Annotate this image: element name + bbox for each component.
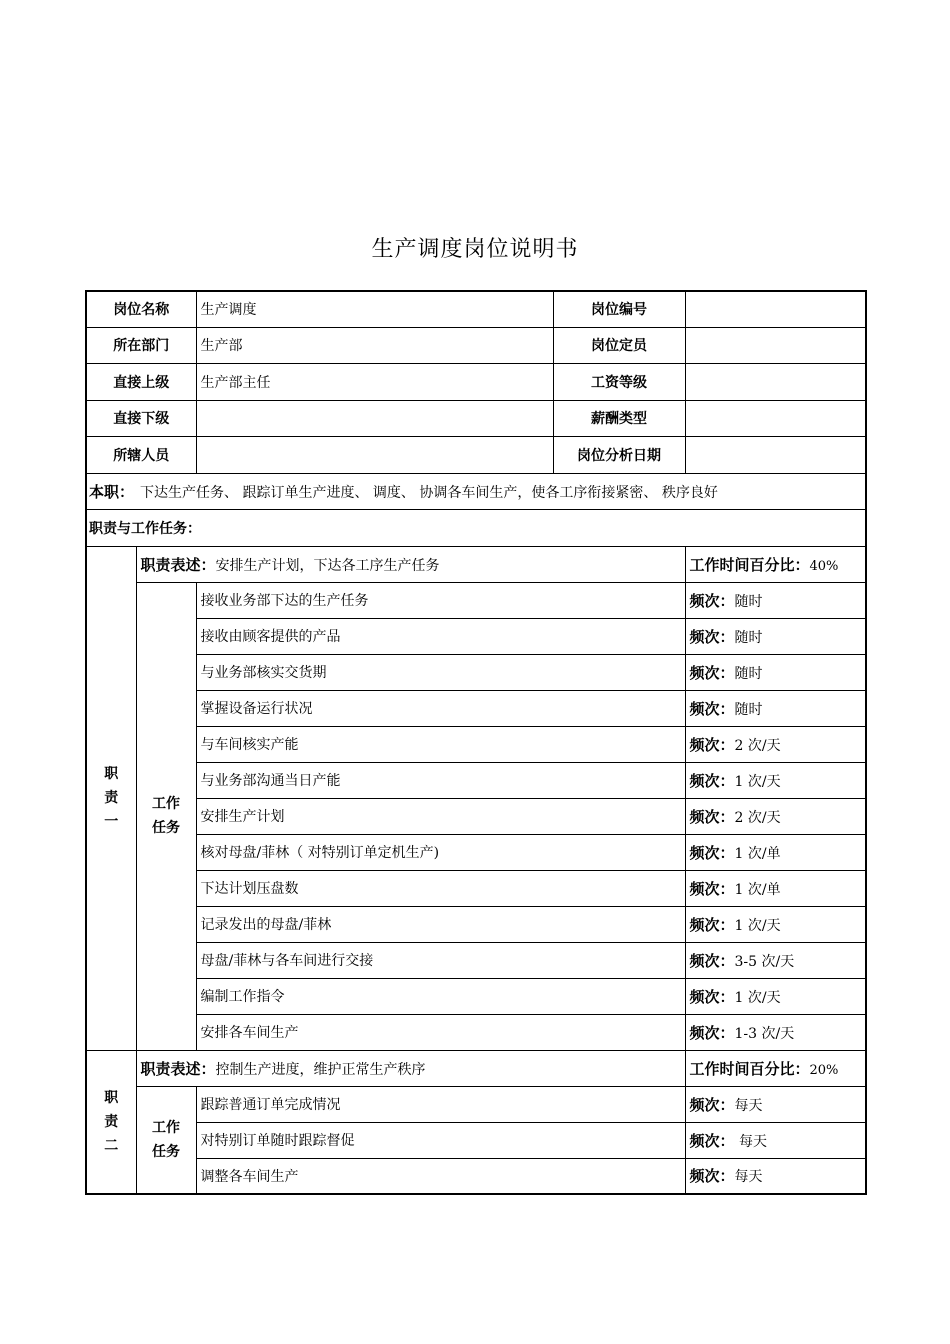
duty-side-char: 二 — [104, 1137, 119, 1154]
freq-value: 随时 — [734, 593, 763, 610]
freq-value: 随时 — [734, 629, 763, 646]
freq-value: 2 次/天 — [734, 737, 781, 754]
info-value: 生产部 — [196, 327, 553, 363]
summary-cell — [86, 473, 866, 509]
freq-value: 1 次/天 — [734, 989, 781, 1006]
task-freq — [685, 1014, 866, 1050]
freq-label: 频次： — [689, 1131, 735, 1150]
info-label: 直接下级 — [86, 400, 196, 436]
pct-label: 工作时间百分比： — [689, 1059, 810, 1078]
info-row — [86, 327, 866, 363]
task-row — [86, 870, 866, 906]
task-freq — [685, 618, 866, 654]
info-label: 岗位名称 — [86, 291, 196, 327]
task-text: 核对母盘/菲林（ 对特别订单定机生产) — [196, 834, 685, 870]
freq-value: 随时 — [734, 665, 763, 682]
duty-side-char: 职 — [104, 766, 119, 782]
task-row — [86, 1158, 866, 1194]
freq-value: 1-3 次/天 — [734, 1025, 795, 1042]
task-text: 跟踪普通订单完成情况 — [196, 1086, 685, 1122]
task-side-label — [136, 1086, 196, 1194]
freq-label: 频次： — [689, 1167, 735, 1186]
task-freq — [685, 906, 866, 942]
task-text: 掌握设备运行状况 — [196, 690, 685, 726]
duties-header: 职责与工作任务： — [86, 509, 866, 546]
task-text: 接收由顾客提供的产品 — [196, 618, 685, 654]
summary-row — [86, 473, 866, 509]
duty-side-char: 职 — [104, 1089, 119, 1106]
freq-label: 频次： — [689, 807, 735, 826]
task-row — [86, 1014, 866, 1050]
info-value — [685, 400, 866, 436]
duty-side-char: 责 — [104, 790, 119, 806]
freq-value: 1 次/单 — [734, 881, 781, 898]
duty-desc-row — [86, 1050, 866, 1086]
freq-label: 频次： — [689, 627, 735, 646]
task-freq — [685, 798, 866, 834]
task-text: 记录发出的母盘/菲林 — [196, 906, 685, 942]
job-description-table — [85, 290, 867, 1195]
task-freq — [685, 726, 866, 762]
duty-pct-cell — [685, 1050, 866, 1086]
task-side-label — [136, 582, 196, 1050]
info-row — [86, 363, 866, 400]
info-label: 岗位编号 — [553, 291, 685, 327]
task-side-text: 工作 — [152, 796, 180, 812]
task-text: 母盘/菲林与各车间进行交接 — [196, 942, 685, 978]
freq-value: 1 次/单 — [734, 845, 781, 862]
task-row — [86, 762, 866, 798]
duty-side-1 — [86, 546, 136, 1050]
pct-value: 40% — [809, 558, 839, 574]
duty-pct-cell — [685, 546, 866, 582]
freq-label: 频次： — [689, 1095, 735, 1114]
freq-label: 频次： — [689, 987, 735, 1006]
task-side-text: 任务 — [152, 1143, 180, 1160]
task-row — [86, 582, 866, 618]
task-text: 编制工作指令 — [196, 978, 685, 1014]
info-value — [685, 291, 866, 327]
task-side-text: 工作 — [152, 1119, 180, 1136]
task-freq — [685, 654, 866, 690]
task-row — [86, 942, 866, 978]
task-row — [86, 726, 866, 762]
info-label: 所在部门 — [86, 327, 196, 363]
duty-side-char: 一 — [104, 814, 119, 830]
freq-value: 每天 — [734, 1169, 763, 1186]
freq-label: 频次： — [689, 699, 735, 718]
task-text: 对特别订单随时跟踪督促 — [196, 1122, 685, 1158]
duty-side-char: 责 — [104, 1113, 119, 1130]
pct-value: 20% — [809, 1062, 839, 1078]
freq-label: 频次： — [689, 879, 735, 898]
task-text: 与业务部沟通当日产能 — [196, 762, 685, 798]
freq-label: 频次： — [689, 771, 735, 790]
freq-label: 频次： — [689, 591, 735, 610]
duty-desc-text: 控制生产进度，维护正常生产秩序 — [215, 1061, 426, 1078]
info-value — [196, 400, 553, 436]
freq-value: 1 次/天 — [734, 917, 781, 934]
info-value: 生产调度 — [196, 291, 553, 327]
duty-desc-label: 职责表述： — [140, 555, 216, 574]
duty-desc-label: 职责表述： — [140, 1059, 216, 1078]
document-title: 生产调度岗位说明书 — [371, 237, 579, 262]
info-value — [685, 363, 866, 400]
info-value — [196, 436, 553, 473]
task-row — [86, 834, 866, 870]
task-text: 下达计划压盘数 — [196, 870, 685, 906]
task-text: 接收业务部下达的生产任务 — [196, 582, 685, 618]
info-row — [86, 291, 866, 327]
info-label: 薪酬类型 — [553, 400, 685, 436]
duty-desc-cell — [136, 1050, 685, 1086]
task-freq — [685, 690, 866, 726]
task-text: 与车间核实产能 — [196, 726, 685, 762]
task-text: 安排各车间生产 — [196, 1014, 685, 1050]
freq-label: 频次： — [689, 735, 735, 754]
task-freq — [685, 762, 866, 798]
task-text: 调整各车间生产 — [196, 1158, 685, 1194]
task-freq — [685, 978, 866, 1014]
freq-value: 1 次/天 — [734, 773, 781, 790]
pct-label: 工作时间百分比： — [689, 555, 810, 574]
info-row — [86, 400, 866, 436]
freq-value: 每天 — [734, 1133, 767, 1150]
task-freq — [685, 834, 866, 870]
duties-header-row — [86, 509, 866, 546]
task-text: 与业务部核实交货期 — [196, 654, 685, 690]
freq-label: 频次： — [689, 843, 735, 862]
freq-label: 频次： — [689, 663, 735, 682]
info-row — [86, 436, 866, 473]
task-freq — [685, 582, 866, 618]
task-row — [86, 654, 866, 690]
freq-value: 随时 — [734, 701, 763, 718]
summary-text: 下达生产任务、 跟踪订单生产进度、 调度、 协调各车间生产，使各工序衔接紧密、 秩序良好 — [140, 484, 718, 501]
task-row — [86, 1086, 866, 1122]
freq-value: 2 次/天 — [734, 809, 781, 826]
info-label: 工资等级 — [553, 363, 685, 400]
info-label: 所辖人员 — [86, 436, 196, 473]
task-row — [86, 618, 866, 654]
duty-desc-row — [86, 546, 866, 582]
freq-value: 每天 — [734, 1097, 763, 1114]
task-row — [86, 798, 866, 834]
task-freq — [685, 942, 866, 978]
info-label: 岗位分析日期 — [553, 436, 685, 473]
info-value — [685, 436, 866, 473]
freq-value: 3-5 次/天 — [734, 953, 795, 970]
task-freq — [685, 1122, 866, 1158]
task-text: 安排生产计划 — [196, 798, 685, 834]
freq-label: 频次： — [689, 1023, 735, 1042]
freq-label: 频次： — [689, 951, 735, 970]
summary-label: 本职： — [89, 482, 135, 501]
info-label: 岗位定员 — [553, 327, 685, 363]
freq-label: 频次： — [689, 915, 735, 934]
task-row — [86, 690, 866, 726]
info-label: 直接上级 — [86, 363, 196, 400]
task-freq — [685, 870, 866, 906]
info-value — [685, 327, 866, 363]
task-side-text: 任务 — [152, 820, 180, 836]
duty-side-2 — [86, 1050, 136, 1194]
duty-desc-text: 安排生产计划，下达各工序生产任务 — [215, 557, 440, 574]
info-value: 生产部主任 — [196, 363, 553, 400]
task-freq — [685, 1158, 866, 1194]
task-freq — [685, 1086, 866, 1122]
duty-desc-cell — [136, 546, 685, 582]
task-row — [86, 1122, 866, 1158]
task-row — [86, 978, 866, 1014]
task-row — [86, 906, 866, 942]
